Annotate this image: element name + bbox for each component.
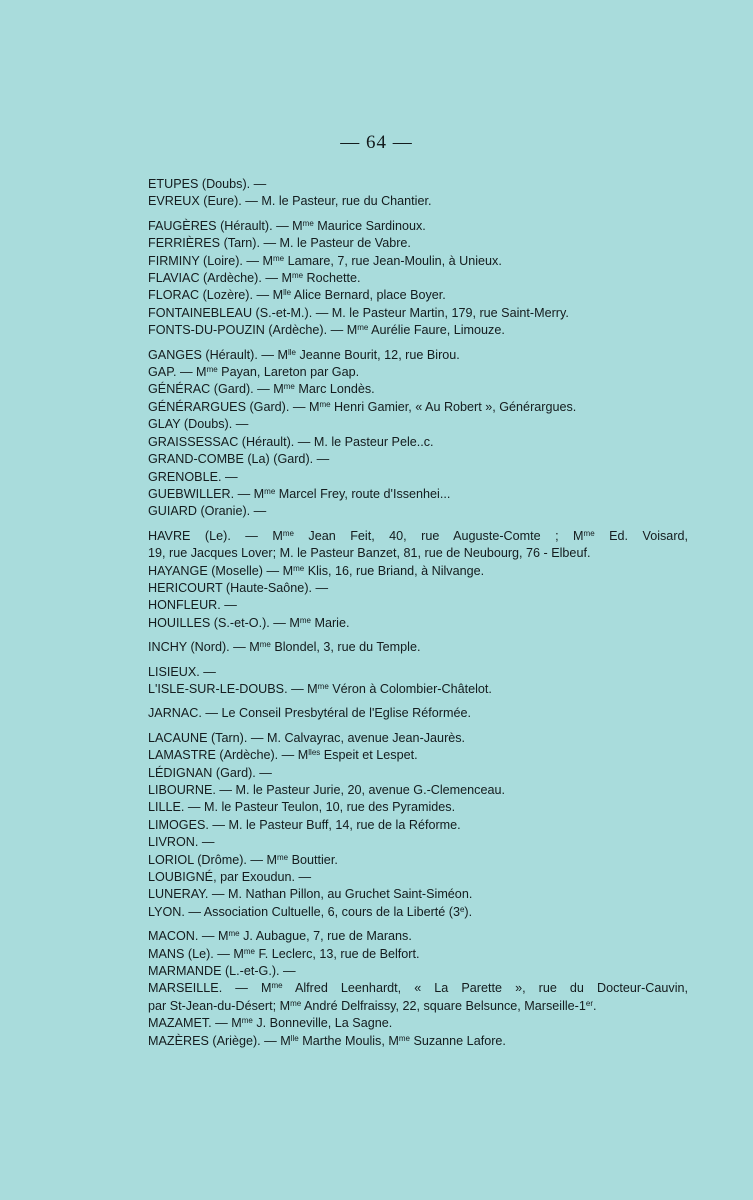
directory-entry: MAZAMET. — $M^{me}$ J. Bonneville, La Sagne.	[148, 1016, 393, 1031]
entry-group	[148, 218, 688, 340]
directory-entry: GAP. — $M^{me}$ Payan, Lareton par Gap.	[148, 365, 360, 380]
directory-entry: MAZÈRES (Ariège). — $M^{lle}$ Marthe Moulis, $M^{me}$ Suzanne Lafore.	[148, 1033, 506, 1048]
entry-group	[148, 176, 688, 211]
directory-entry: MANS (Le). — $M^{me}$ F. Leclerc, 13, rue de Belfort.	[148, 946, 420, 961]
directory-entry: MARMANDE (L.-et-G.). —	[148, 964, 296, 979]
directory-entry: FONTAINEBLEAU (S.-et-M.). — M. le Pasteur Martin, 179, rue Saint-Merry.	[148, 305, 569, 320]
directory-entry: GÉNÉRARGUES (Gard). — $M^{me}$ Henri Gamier, « Au Robert », Générargues.	[148, 399, 577, 414]
directory-entry: HAYANGE (Moselle) — $M^{me}$ Klis, 16, rue Briand, à Nilvange.	[148, 563, 485, 578]
directory-entry: JARNAC. — Le Conseil Presbytéral de l'Eglise Réformée.	[148, 706, 471, 721]
directory-entry: GRAND-COMBE (La) (Gard). —	[148, 452, 330, 467]
entry-group	[148, 347, 688, 521]
directory-entry: FIRMINY (Loire). — $M^{me}$ Lamare, 7, rue Jean-Moulin, à Unieux.	[148, 253, 502, 268]
directory-entry: LÉDIGNAN (Gard). —	[148, 765, 272, 780]
directory-entry: LACAUNE (Tarn). — M. Calvayrac, avenue Jean-Jaurès.	[148, 730, 466, 745]
directory-entry: LAMASTRE (Ardèche). — $M^{lles}$ Espeit et Lespet.	[148, 748, 418, 763]
directory-entry: L'ISLE-SUR-LE-DOUBS. — $M^{me}$ Véron à Colombier-Châtelot.	[148, 681, 492, 696]
directory-entry: LIBOURNE. — M. le Pasteur Jurie, 20, avenue G.-Clemenceau.	[148, 783, 505, 797]
directory-entry: LIVRON. —	[148, 835, 215, 850]
directory-entry: INCHY (Nord). — $M^{me}$ Blondel, 3, rue du Temple.	[148, 640, 421, 655]
entry-group	[148, 928, 688, 1050]
entry-group	[148, 730, 688, 921]
entry-continuation-line: par St-Jean-du-Désert; $M^{me}$ André Delfraissy, 22, square Belsunce, Marseille-1er.	[148, 998, 597, 1013]
directory-entry: GLAY (Doubs). —	[148, 417, 249, 432]
directory-entry: LOUBIGNÉ, par Exoudun. —	[148, 870, 312, 885]
directory-entry: FONTS-DU-POUZIN (Ardèche). — $M^{me}$ Aurélie Faure, Limouze.	[148, 323, 505, 338]
directory-entry: GRAISSESSAC (Hérault). — M. le Pasteur Pele..c.	[148, 434, 434, 449]
directory-entry: ETUPES (Doubs). —	[148, 177, 267, 191]
entry-group	[148, 528, 688, 632]
directory-entries	[148, 176, 688, 1057]
entry-continuation-line: 19, rue Jacques Lover; M. le Pasteur Banzet, 81, rue de Neubourg, 76 - Elbeuf.	[148, 546, 591, 561]
directory-entry: GÉNÉRAC (Gard). — $M^{me}$ Marc Londès.	[148, 382, 375, 397]
directory-entry: EVREUX (Eure). — M. le Pasteur, rue du Chantier.	[148, 194, 432, 209]
directory-entry: HONFLEUR. —	[148, 598, 237, 613]
directory-entry: LISIEUX. —	[148, 664, 216, 679]
entry-group	[148, 664, 688, 699]
directory-entry: HERICOURT (Haute-Saône). —	[148, 580, 329, 595]
directory-entry: LYON. — Association Cultuelle, 6, cours de la Liberté (3e).	[148, 904, 473, 919]
directory-entry: HAVRE (Le). — $M^{me}$ Jean Feit, 40, rue Auguste-Comte ; $M^{me}$ Ed. Voisard,	[148, 528, 689, 543]
directory-entry: FAUGÈRES (Hérault). — $M^{me}$ Maurice Sardinoux.	[148, 218, 426, 233]
directory-entry: GUIARD (Oranie). —	[148, 504, 267, 519]
directory-entry: LILLE. — M. le Pasteur Teulon, 10, rue des Pyramides.	[148, 800, 456, 815]
entry-group	[148, 705, 688, 722]
directory-entry: GANGES (Hérault). — $M^{lle}$ Jeanne Bourit, 12, rue Birou.	[148, 347, 460, 362]
directory-entry: HOUILLES (S.-et-O.). — $M^{me}$ Marie.	[148, 615, 350, 630]
directory-entry: FLAVIAC (Ardèche). — $M^{me}$ Rochette.	[148, 271, 361, 286]
directory-entry: LORIOL (Drôme). — $M^{me}$ Bouttier.	[148, 852, 338, 867]
directory-entry: LIMOGES. — M. le Pasteur Buff, 14, rue de la Réforme.	[148, 817, 461, 832]
directory-entry: FLORAC (Lozère). — $M^{lle}$ Alice Bernard, place Boyer.	[148, 288, 446, 303]
directory-entry: LUNERAY. — M. Nathan Pillon, au Gruchet Saint-Siméon.	[148, 887, 473, 902]
directory-entry: FERRIÈRES (Tarn). — M. le Pasteur de Vabre.	[148, 236, 411, 251]
directory-entry: MACON. — $M^{me}$ J. Aubague, 7, rue de Marans.	[148, 929, 412, 944]
directory-entry: GUEBWILLER. — $M^{me}$ Marcel Frey, route d'Issenhei...	[148, 486, 451, 501]
directory-entry: MARSEILLE. — $M^{me}$ Alfred Leenhardt, « La Parette », rue du Docteur-Cauvin,	[148, 981, 688, 996]
page-number: — 64 —	[340, 132, 413, 153]
entry-group	[148, 639, 688, 656]
directory-entry: GRENOBLE. —	[148, 469, 238, 484]
